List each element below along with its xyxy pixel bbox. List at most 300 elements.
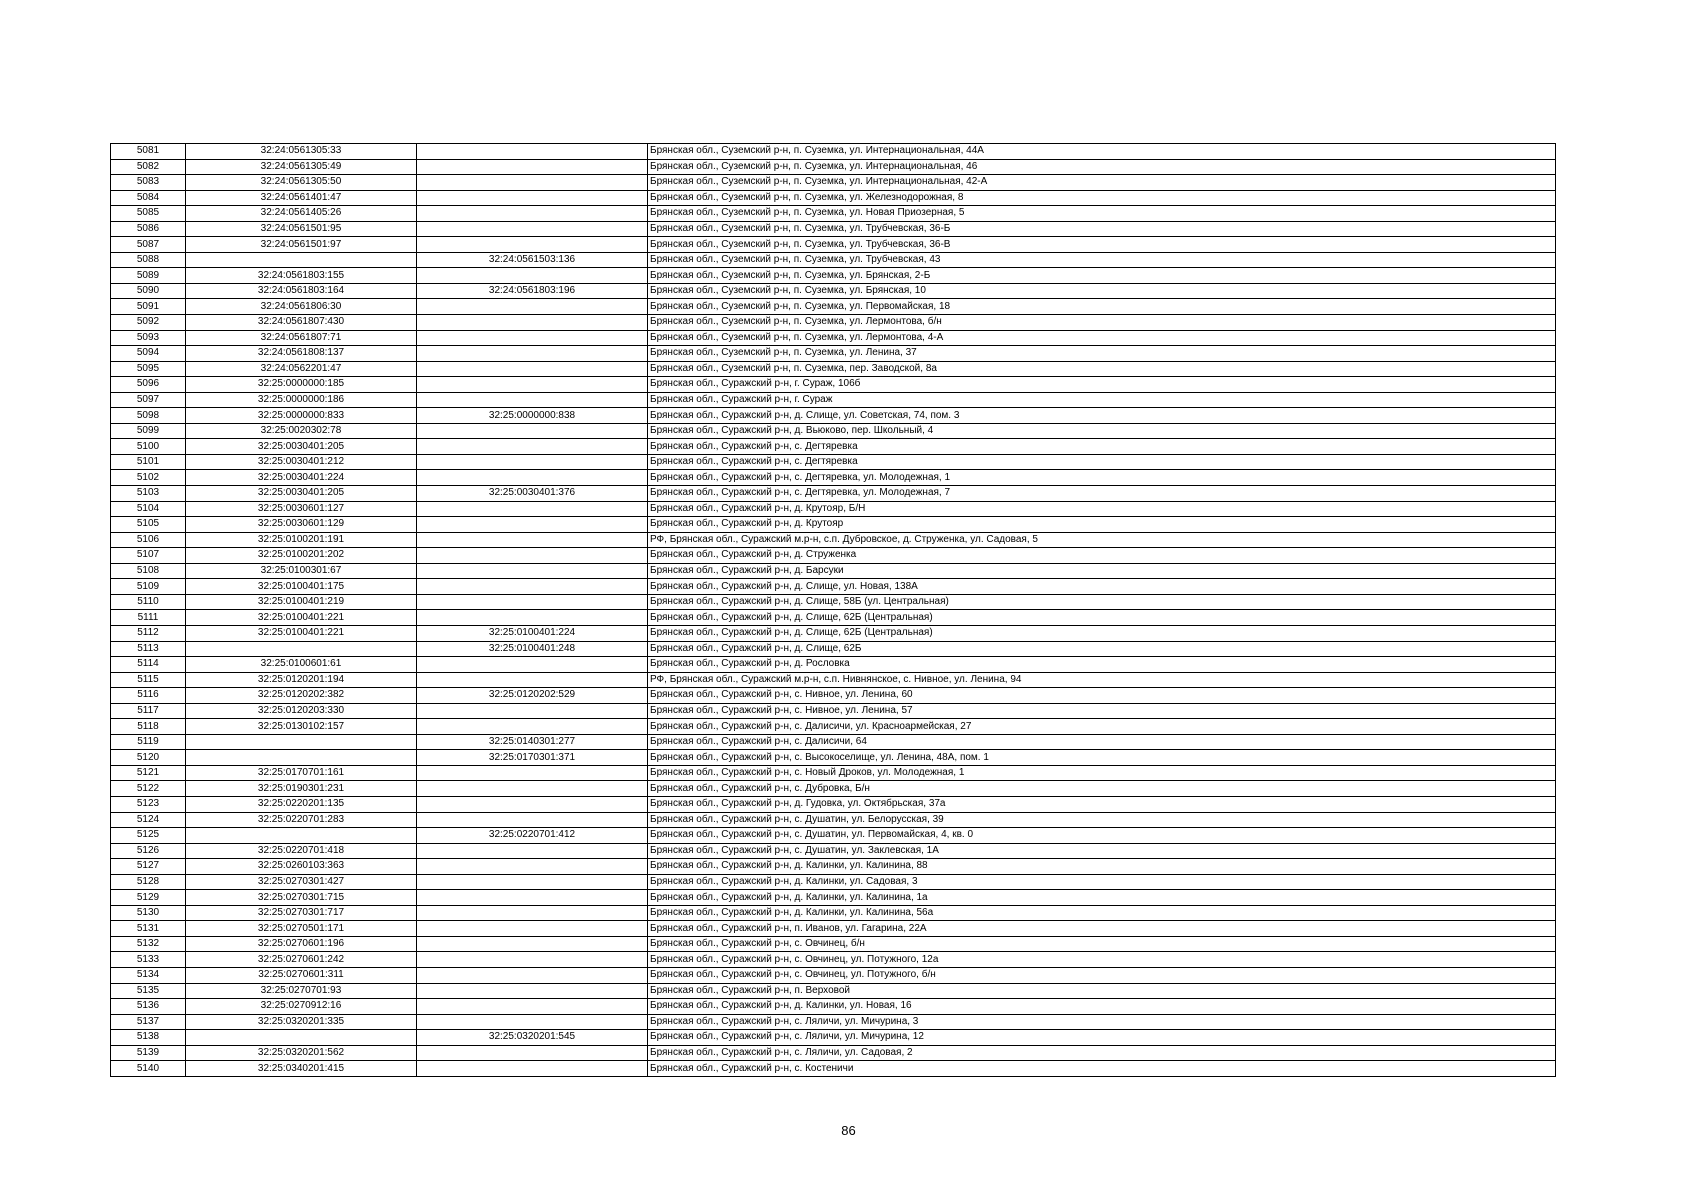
table-row — [111, 237, 1556, 253]
related-cadastral-number-cell — [417, 470, 648, 486]
cadastral-number-cell: 32:25:0030401:224 — [186, 470, 417, 486]
row-number-cell: 5104 — [111, 501, 186, 517]
address-cell: Брянская обл., Суражский р-н, с. Овчинец, ул. Потужного, 12а — [648, 952, 1556, 968]
related-cadastral-number-cell — [417, 781, 648, 797]
registry-table-body — [111, 144, 1556, 1077]
address-cell: Брянская обл., Суражский р-н, д. Слище, ул. Новая, 138А — [648, 579, 1556, 595]
related-cadastral-number-cell — [417, 517, 648, 533]
cadastral-number-cell — [186, 750, 417, 766]
cadastral-number-cell — [186, 828, 417, 844]
row-number-cell: 5128 — [111, 874, 186, 890]
address-cell: Брянская обл., Суземский р-н, п. Суземка, ул. Трубчевская, 36-В — [648, 237, 1556, 253]
related-cadastral-number-cell: 32:25:0320201:545 — [417, 1030, 648, 1046]
row-number-cell: 5084 — [111, 190, 186, 206]
related-cadastral-number-cell — [417, 921, 648, 937]
table-row — [111, 144, 1556, 160]
related-cadastral-number-cell: 32:25:0100401:224 — [417, 625, 648, 641]
cadastral-number-cell: 32:25:0030401:212 — [186, 454, 417, 470]
cadastral-number-cell: 32:25:0000000:185 — [186, 377, 417, 393]
related-cadastral-number-cell — [417, 423, 648, 439]
row-number-cell: 5095 — [111, 361, 186, 377]
table-row — [111, 532, 1556, 548]
cadastral-number-cell: 32:24:0561803:164 — [186, 283, 417, 299]
row-number-cell: 5109 — [111, 579, 186, 595]
row-number-cell: 5090 — [111, 283, 186, 299]
related-cadastral-number-cell — [417, 330, 648, 346]
table-row — [111, 439, 1556, 455]
table-row — [111, 983, 1556, 999]
row-number-cell: 5131 — [111, 921, 186, 937]
related-cadastral-number-cell — [417, 454, 648, 470]
cadastral-number-cell: 32:25:0030601:127 — [186, 501, 417, 517]
table-row — [111, 268, 1556, 284]
row-number-cell: 5096 — [111, 377, 186, 393]
table-row — [111, 470, 1556, 486]
related-cadastral-number-cell — [417, 999, 648, 1015]
related-cadastral-number-cell — [417, 672, 648, 688]
table-row — [111, 828, 1556, 844]
cadastral-number-cell: 32:24:0561305:49 — [186, 159, 417, 175]
cadastral-number-cell: 32:25:0270301:715 — [186, 890, 417, 906]
related-cadastral-number-cell — [417, 268, 648, 284]
table-row — [111, 501, 1556, 517]
table-row — [111, 206, 1556, 222]
related-cadastral-number-cell — [417, 796, 648, 812]
related-cadastral-number-cell — [417, 532, 648, 548]
table-row — [111, 734, 1556, 750]
table-row — [111, 517, 1556, 533]
related-cadastral-number-cell — [417, 983, 648, 999]
cadastral-number-cell: 32:24:0561305:50 — [186, 175, 417, 191]
address-cell: Брянская обл., Суражский р-н, д. Калинки, ул. Калинина, 56а — [648, 905, 1556, 921]
related-cadastral-number-cell — [417, 890, 648, 906]
cadastral-number-cell: 32:25:0100401:221 — [186, 610, 417, 626]
cadastral-number-cell: 32:25:0100201:191 — [186, 532, 417, 548]
cadastral-number-cell: 32:25:0340201:415 — [186, 1061, 417, 1077]
cadastral-number-cell: 32:25:0190301:231 — [186, 781, 417, 797]
related-cadastral-number-cell — [417, 812, 648, 828]
table-row — [111, 874, 1556, 890]
row-number-cell: 5127 — [111, 859, 186, 875]
table-row — [111, 361, 1556, 377]
cadastral-number-cell: 32:25:0270501:171 — [186, 921, 417, 937]
cadastral-number-cell: 32:25:0030401:205 — [186, 439, 417, 455]
row-number-cell: 5101 — [111, 454, 186, 470]
row-number-cell: 5122 — [111, 781, 186, 797]
row-number-cell: 5116 — [111, 688, 186, 704]
address-cell: Брянская обл., Суземский р-н, п. Суземка, ул. Новая Приозерная, 5 — [648, 206, 1556, 222]
row-number-cell: 5121 — [111, 765, 186, 781]
related-cadastral-number-cell — [417, 175, 648, 191]
cadastral-number-cell: 32:24:0561305:33 — [186, 144, 417, 160]
table-row — [111, 781, 1556, 797]
related-cadastral-number-cell: 32:25:0030401:376 — [417, 486, 648, 502]
table-row — [111, 159, 1556, 175]
related-cadastral-number-cell — [417, 874, 648, 890]
table-row — [111, 579, 1556, 595]
row-number-cell: 5083 — [111, 175, 186, 191]
cadastral-number-cell: 32:25:0270301:427 — [186, 874, 417, 890]
table-row — [111, 967, 1556, 983]
table-row — [111, 719, 1556, 735]
cadastral-number-cell: 32:25:0100301:67 — [186, 563, 417, 579]
address-cell: Брянская обл., Суражский р-н, с. Овчинец, б/н — [648, 936, 1556, 952]
related-cadastral-number-cell — [417, 221, 648, 237]
cadastral-number-cell: 32:25:0120203:330 — [186, 703, 417, 719]
table-row — [111, 175, 1556, 191]
table-row — [111, 454, 1556, 470]
row-number-cell: 5112 — [111, 625, 186, 641]
table-row — [111, 221, 1556, 237]
row-number-cell: 5135 — [111, 983, 186, 999]
address-cell: Брянская обл., Суземский р-н, п. Суземка, ул. Интернациональная, 44А — [648, 144, 1556, 160]
cadastral-number-cell: 32:25:0020302:78 — [186, 423, 417, 439]
row-number-cell: 5114 — [111, 657, 186, 673]
table-row — [111, 952, 1556, 968]
row-number-cell: 5100 — [111, 439, 186, 455]
address-cell: Брянская обл., Суражский р-н, д. Калинки, ул. Новая, 16 — [648, 999, 1556, 1015]
row-number-cell: 5093 — [111, 330, 186, 346]
row-number-cell: 5118 — [111, 719, 186, 735]
address-cell: Брянская обл., Суражский р-н, с. Душатин, ул. Заклевская, 1А — [648, 843, 1556, 859]
cadastral-number-cell: 32:25:0320201:562 — [186, 1045, 417, 1061]
cadastral-number-cell: 32:24:0561807:430 — [186, 315, 417, 331]
row-number-cell: 5094 — [111, 346, 186, 362]
row-number-cell: 5087 — [111, 237, 186, 253]
row-number-cell: 5105 — [111, 517, 186, 533]
cadastral-number-cell — [186, 734, 417, 750]
row-number-cell: 5102 — [111, 470, 186, 486]
row-number-cell: 5129 — [111, 890, 186, 906]
table-row — [111, 392, 1556, 408]
related-cadastral-number-cell: 32:25:0100401:248 — [417, 641, 648, 657]
address-cell: Брянская обл., Суземский р-н, п. Суземка, ул. Лермонтова, 4-А — [648, 330, 1556, 346]
row-number-cell: 5098 — [111, 408, 186, 424]
cadastral-number-cell: 32:24:0562201:47 — [186, 361, 417, 377]
page-number: 86 — [841, 1123, 856, 1138]
related-cadastral-number-cell — [417, 548, 648, 564]
cadastral-number-cell — [186, 641, 417, 657]
table-row — [111, 594, 1556, 610]
row-number-cell: 5132 — [111, 936, 186, 952]
table-row — [111, 672, 1556, 688]
related-cadastral-number-cell — [417, 657, 648, 673]
cadastral-number-cell: 32:25:0320201:335 — [186, 1014, 417, 1030]
row-number-cell: 5088 — [111, 252, 186, 268]
table-row — [111, 252, 1556, 268]
row-number-cell: 5136 — [111, 999, 186, 1015]
related-cadastral-number-cell: 32:25:0000000:838 — [417, 408, 648, 424]
cadastral-number-cell: 32:24:0561803:155 — [186, 268, 417, 284]
cadastral-number-cell: 32:25:0260103:363 — [186, 859, 417, 875]
cadastral-number-cell: 32:25:0130102:157 — [186, 719, 417, 735]
address-cell: Брянская обл., Суражский р-н, д. Слище, 58Б (ул. Центральная) — [648, 594, 1556, 610]
table-row — [111, 299, 1556, 315]
cadastral-number-cell: 32:25:0170701:161 — [186, 765, 417, 781]
related-cadastral-number-cell — [417, 936, 648, 952]
table-row — [111, 625, 1556, 641]
row-number-cell: 5081 — [111, 144, 186, 160]
table-row — [111, 548, 1556, 564]
related-cadastral-number-cell: 32:25:0220701:412 — [417, 828, 648, 844]
table-row — [111, 315, 1556, 331]
related-cadastral-number-cell — [417, 905, 648, 921]
cadastral-number-cell: 32:24:0561401:47 — [186, 190, 417, 206]
row-number-cell: 5106 — [111, 532, 186, 548]
row-number-cell: 5119 — [111, 734, 186, 750]
related-cadastral-number-cell — [417, 1061, 648, 1077]
related-cadastral-number-cell — [417, 563, 648, 579]
address-cell: Брянская обл., Суражский р-н, с. Далисичи, 64 — [648, 734, 1556, 750]
cadastral-number-cell: 32:25:0270601:196 — [186, 936, 417, 952]
address-cell: Брянская обл., Суражский р-н, с. Высокоселище, ул. Ленина, 48А, пом. 1 — [648, 750, 1556, 766]
related-cadastral-number-cell — [417, 501, 648, 517]
cadastral-number-cell — [186, 252, 417, 268]
related-cadastral-number-cell — [417, 190, 648, 206]
row-number-cell: 5130 — [111, 905, 186, 921]
related-cadastral-number-cell: 32:24:0561803:196 — [417, 283, 648, 299]
related-cadastral-number-cell: 32:25:0140301:277 — [417, 734, 648, 750]
cadastral-number-cell: 32:25:0030601:129 — [186, 517, 417, 533]
table-row — [111, 796, 1556, 812]
related-cadastral-number-cell — [417, 439, 648, 455]
registry-table — [110, 143, 1556, 1077]
related-cadastral-number-cell — [417, 206, 648, 222]
cadastral-number-cell: 32:25:0000000:833 — [186, 408, 417, 424]
address-cell: Брянская обл., Суземский р-н, п. Суземка, ул. Интернациональная, 42-А — [648, 175, 1556, 191]
address-cell: Брянская обл., Суражский р-н, д. Вьюково, пер. Школьный, 4 — [648, 423, 1556, 439]
cadastral-number-cell — [186, 1030, 417, 1046]
address-cell: Брянская обл., Суражский р-н, с. Костеничи — [648, 1061, 1556, 1077]
address-cell: Брянская обл., Суземский р-н, п. Суземка, ул. Брянская, 2-Б — [648, 268, 1556, 284]
address-cell: Брянская обл., Суземский р-н, п. Суземка, ул. Железнодорожная, 8 — [648, 190, 1556, 206]
table-row — [111, 346, 1556, 362]
cadastral-number-cell: 32:24:0561806:30 — [186, 299, 417, 315]
row-number-cell: 5124 — [111, 812, 186, 828]
address-cell: Брянская обл., Суражский р-н, д. Калинки, ул. Калинина, 1а — [648, 890, 1556, 906]
address-cell: Брянская обл., Суражский р-н, д. Рословка — [648, 657, 1556, 673]
row-number-cell: 5089 — [111, 268, 186, 284]
cadastral-number-cell: 32:25:0270601:242 — [186, 952, 417, 968]
row-number-cell: 5091 — [111, 299, 186, 315]
row-number-cell: 5139 — [111, 1045, 186, 1061]
address-cell: Брянская обл., Суражский р-н, с. Дубровка, Б/н — [648, 781, 1556, 797]
address-cell: Брянская обл., Суражский р-н, д. Барсуки — [648, 563, 1556, 579]
address-cell: Брянская обл., Суражский р-н, д. Слище, 62Б (Центральная) — [648, 610, 1556, 626]
table-row — [111, 859, 1556, 875]
row-number-cell: 5123 — [111, 796, 186, 812]
table-row — [111, 703, 1556, 719]
table-row — [111, 1045, 1556, 1061]
cadastral-number-cell: 32:25:0120201:194 — [186, 672, 417, 688]
row-number-cell: 5103 — [111, 486, 186, 502]
row-number-cell: 5134 — [111, 967, 186, 983]
related-cadastral-number-cell — [417, 610, 648, 626]
address-cell: Брянская обл., Суражский р-н, д. Крутояр — [648, 517, 1556, 533]
address-cell: Брянская обл., Суражский р-н, с. Новый Дроков, ул. Молодежная, 1 — [648, 765, 1556, 781]
address-cell: Брянская обл., Суражский р-н, д. Струженка — [648, 548, 1556, 564]
table-row — [111, 190, 1556, 206]
table-row — [111, 283, 1556, 299]
cadastral-number-cell: 32:25:0270301:717 — [186, 905, 417, 921]
address-cell: Брянская обл., Суражский р-н, с. Овчинец, ул. Потужного, б/н — [648, 967, 1556, 983]
row-number-cell: 5111 — [111, 610, 186, 626]
related-cadastral-number-cell — [417, 1014, 648, 1030]
row-number-cell: 5107 — [111, 548, 186, 564]
related-cadastral-number-cell — [417, 392, 648, 408]
address-cell: Брянская обл., Суражский р-н, д. Калинки, ул. Садовая, 3 — [648, 874, 1556, 890]
cadastral-number-cell: 32:25:0030401:205 — [186, 486, 417, 502]
table-row — [111, 486, 1556, 502]
address-cell: Брянская обл., Суземский р-н, п. Суземка, пер. Заводской, 8а — [648, 361, 1556, 377]
address-cell: Брянская обл., Суражский р-н, д. Слище, 62Б (Центральная) — [648, 625, 1556, 641]
cadastral-number-cell: 32:24:0561501:95 — [186, 221, 417, 237]
related-cadastral-number-cell — [417, 346, 648, 362]
related-cadastral-number-cell — [417, 952, 648, 968]
cadastral-number-cell: 32:25:0220701:283 — [186, 812, 417, 828]
row-number-cell: 5110 — [111, 594, 186, 610]
table-row — [111, 765, 1556, 781]
cadastral-number-cell: 32:25:0100401:175 — [186, 579, 417, 595]
table-row — [111, 423, 1556, 439]
cadastral-number-cell: 32:25:0000000:186 — [186, 392, 417, 408]
address-cell: Брянская обл., Суземский р-н, п. Суземка, ул. Первомайская, 18 — [648, 299, 1556, 315]
table-row — [111, 999, 1556, 1015]
cadastral-number-cell: 32:24:0561808:137 — [186, 346, 417, 362]
related-cadastral-number-cell — [417, 843, 648, 859]
address-cell: Брянская обл., Суражский р-н, г. Сураж — [648, 392, 1556, 408]
row-number-cell: 5117 — [111, 703, 186, 719]
related-cadastral-number-cell — [417, 159, 648, 175]
address-cell: Брянская обл., Суражский р-н, с. Нивное, ул. Ленина, 57 — [648, 703, 1556, 719]
table-row — [111, 936, 1556, 952]
address-cell: Брянская обл., Суражский р-н, с. Душатин, ул. Белорусская, 39 — [648, 812, 1556, 828]
table-row — [111, 750, 1556, 766]
row-number-cell: 5133 — [111, 952, 186, 968]
address-cell: Брянская обл., Суражский р-н, д. Гудовка, ул. Октябрьская, 37а — [648, 796, 1556, 812]
row-number-cell: 5120 — [111, 750, 186, 766]
address-cell: Брянская обл., Суземский р-н, п. Суземка, ул. Трубчевская, 43 — [648, 252, 1556, 268]
address-cell: Брянская обл., Суражский р-н, д. Слище, 62Б — [648, 641, 1556, 657]
related-cadastral-number-cell — [417, 1045, 648, 1061]
row-number-cell: 5092 — [111, 315, 186, 331]
row-number-cell: 5137 — [111, 1014, 186, 1030]
address-cell: Брянская обл., Суражский р-н, п. Верховой — [648, 983, 1556, 999]
related-cadastral-number-cell — [417, 361, 648, 377]
row-number-cell: 5138 — [111, 1030, 186, 1046]
address-cell: Брянская обл., Суземский р-н, п. Суземка, ул. Интернациональная, 46 — [648, 159, 1556, 175]
row-number-cell: 5115 — [111, 672, 186, 688]
cadastral-number-cell: 32:25:0270601:311 — [186, 967, 417, 983]
related-cadastral-number-cell — [417, 703, 648, 719]
address-cell: Брянская обл., Суземский р-н, п. Суземка, ул. Ленина, 37 — [648, 346, 1556, 362]
related-cadastral-number-cell: 32:25:0170301:371 — [417, 750, 648, 766]
address-cell: Брянская обл., Суражский р-н, д. Крутояр, Б/Н — [648, 501, 1556, 517]
address-cell: Брянская обл., Суражский р-н, с. Ляличи, ул. Мичурина, 12 — [648, 1030, 1556, 1046]
row-number-cell: 5126 — [111, 843, 186, 859]
address-cell: Брянская обл., Суземский р-н, п. Суземка, ул. Брянская, 10 — [648, 283, 1556, 299]
address-cell: Брянская обл., Суражский р-н, с. Душатин, ул. Первомайская, 4, кв. 0 — [648, 828, 1556, 844]
table-row — [111, 641, 1556, 657]
row-number-cell: 5086 — [111, 221, 186, 237]
cadastral-number-cell: 32:25:0220701:418 — [186, 843, 417, 859]
cadastral-number-cell: 32:24:0561501:97 — [186, 237, 417, 253]
address-cell: Брянская обл., Суражский р-н, с. Дегтяревка — [648, 454, 1556, 470]
address-cell: Брянская обл., Суражский р-н, д. Слище, ул. Советская, 74, пом. 3 — [648, 408, 1556, 424]
table-row — [111, 905, 1556, 921]
address-cell: Брянская обл., Суражский р-н, с. Далисичи, ул. Красноармейская, 27 — [648, 719, 1556, 735]
table-row — [111, 843, 1556, 859]
related-cadastral-number-cell — [417, 315, 648, 331]
table-row — [111, 408, 1556, 424]
address-cell: Брянская обл., Суражский р-н, п. Иванов, ул. Гагарина, 22А — [648, 921, 1556, 937]
row-number-cell: 5125 — [111, 828, 186, 844]
related-cadastral-number-cell — [417, 765, 648, 781]
cadastral-number-cell: 32:24:0561807:71 — [186, 330, 417, 346]
cadastral-number-cell: 32:25:0100601:61 — [186, 657, 417, 673]
cadastral-number-cell: 32:25:0100201:202 — [186, 548, 417, 564]
row-number-cell: 5085 — [111, 206, 186, 222]
table-row — [111, 890, 1556, 906]
related-cadastral-number-cell — [417, 967, 648, 983]
cadastral-number-cell: 32:25:0120202:382 — [186, 688, 417, 704]
related-cadastral-number-cell — [417, 594, 648, 610]
address-cell: Брянская обл., Суземский р-н, п. Суземка, ул. Трубчевская, 36-Б — [648, 221, 1556, 237]
address-cell: РФ, Брянская обл., Суражский м.р-н, с.п. Нивнянское, с. Нивное, ул. Ленина, 94 — [648, 672, 1556, 688]
address-cell: Брянская обл., Суражский р-н, г. Сураж, 106б — [648, 377, 1556, 393]
cadastral-number-cell: 32:25:0220201:135 — [186, 796, 417, 812]
address-cell: РФ, Брянская обл., Суражский м.р-н, с.п. Дубровское, д. Струженка, ул. Садовая, 5 — [648, 532, 1556, 548]
address-cell: Брянская обл., Суражский р-н, с. Дегтяревка, ул. Молодежная, 1 — [648, 470, 1556, 486]
address-cell: Брянская обл., Суражский р-н, д. Калинки, ул. Калинина, 88 — [648, 859, 1556, 875]
cadastral-number-cell: 32:24:0561405:26 — [186, 206, 417, 222]
address-cell: Брянская обл., Суражский р-н, с. Дегтяревка — [648, 439, 1556, 455]
related-cadastral-number-cell: 32:24:0561503:136 — [417, 252, 648, 268]
table-row — [111, 330, 1556, 346]
related-cadastral-number-cell — [417, 719, 648, 735]
table-row — [111, 1030, 1556, 1046]
table-row — [111, 921, 1556, 937]
row-number-cell: 5099 — [111, 423, 186, 439]
row-number-cell: 5108 — [111, 563, 186, 579]
table-row — [111, 1061, 1556, 1077]
cadastral-number-cell: 32:25:0270701:93 — [186, 983, 417, 999]
table-row — [111, 688, 1556, 704]
related-cadastral-number-cell — [417, 859, 648, 875]
address-cell: Брянская обл., Суражский р-н, с. Ляличи, ул. Садовая, 2 — [648, 1045, 1556, 1061]
table-row — [111, 812, 1556, 828]
address-cell: Брянская обл., Суражский р-н, с. Дегтяревка, ул. Молодежная, 7 — [648, 486, 1556, 502]
address-cell: Брянская обл., Суражский р-н, с. Ляличи, ул. Мичурина, 3 — [648, 1014, 1556, 1030]
table-row — [111, 1014, 1556, 1030]
table-row — [111, 377, 1556, 393]
address-cell: Брянская обл., Суражский р-н, с. Нивное, ул. Ленина, 60 — [648, 688, 1556, 704]
address-cell: Брянская обл., Суземский р-н, п. Суземка, ул. Лермонтова, б/н — [648, 315, 1556, 331]
row-number-cell: 5097 — [111, 392, 186, 408]
cadastral-number-cell: 32:25:0100401:221 — [186, 625, 417, 641]
table-row — [111, 610, 1556, 626]
cadastral-number-cell: 32:25:0100401:219 — [186, 594, 417, 610]
cadastral-number-cell: 32:25:0270912:16 — [186, 999, 417, 1015]
related-cadastral-number-cell — [417, 237, 648, 253]
related-cadastral-number-cell — [417, 377, 648, 393]
related-cadastral-number-cell — [417, 144, 648, 160]
row-number-cell: 5140 — [111, 1061, 186, 1077]
row-number-cell: 5082 — [111, 159, 186, 175]
related-cadastral-number-cell — [417, 579, 648, 595]
row-number-cell: 5113 — [111, 641, 186, 657]
related-cadastral-number-cell: 32:25:0120202:529 — [417, 688, 648, 704]
